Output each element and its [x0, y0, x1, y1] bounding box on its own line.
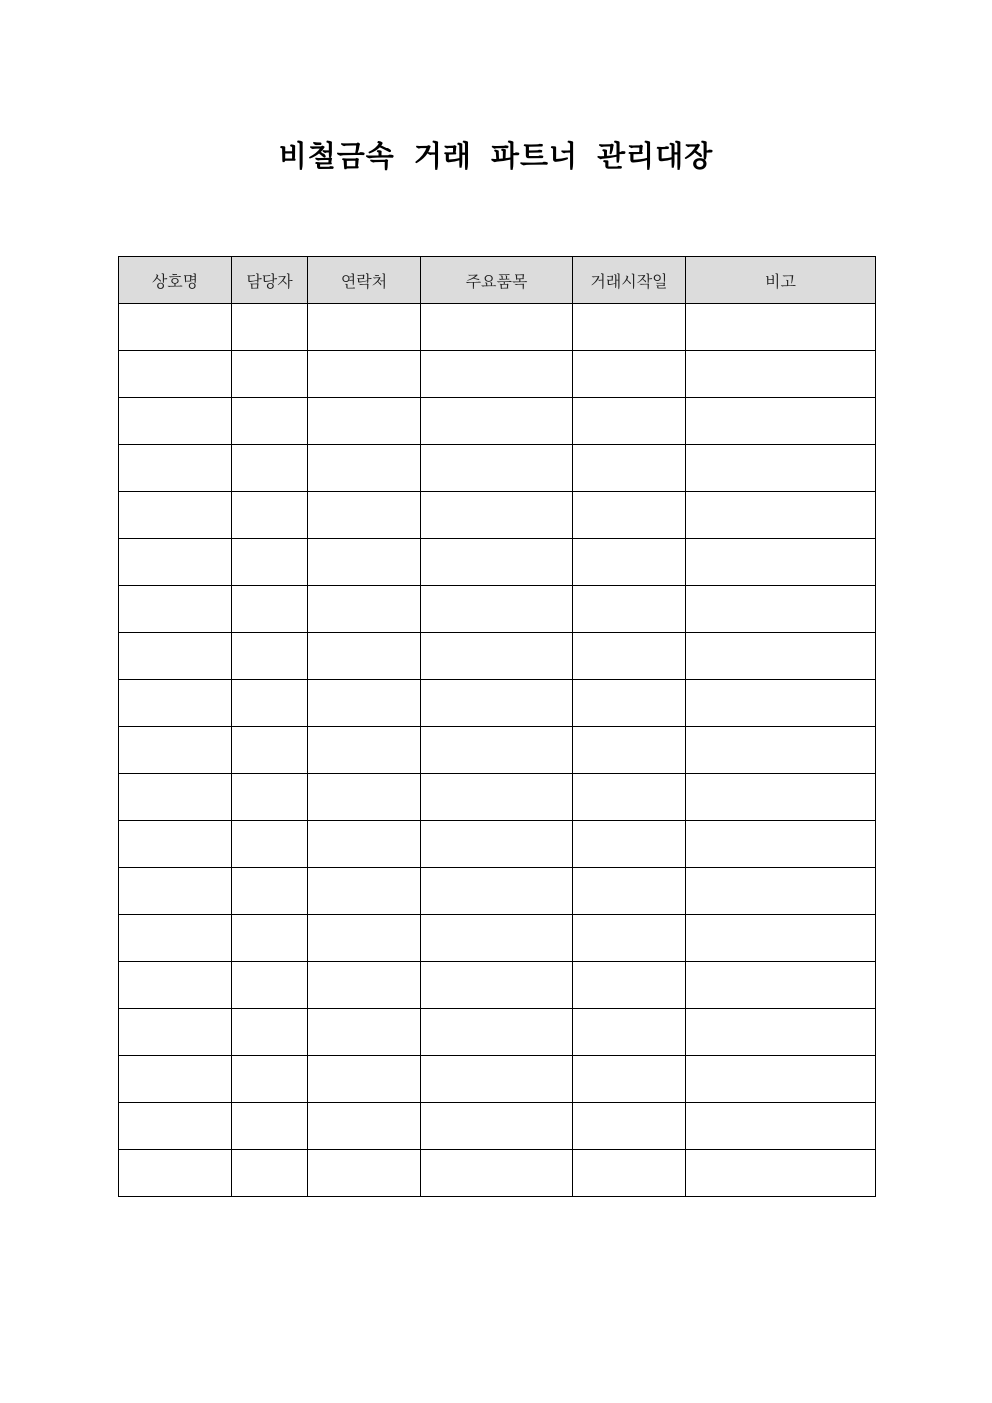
table-body: [119, 304, 876, 1197]
cell-company-name[interactable]: [119, 915, 232, 962]
cell-start-date[interactable]: [573, 680, 686, 727]
cell-main-items[interactable]: [421, 586, 573, 633]
cell-contact-person[interactable]: [232, 1009, 308, 1056]
cell-company-name[interactable]: [119, 1009, 232, 1056]
cell-contact-person[interactable]: [232, 821, 308, 868]
cell-company-name[interactable]: [119, 398, 232, 445]
cell-contact-person[interactable]: [232, 445, 308, 492]
cell-start-date[interactable]: [573, 774, 686, 821]
cell-phone[interactable]: [308, 351, 421, 398]
table-row: [119, 1009, 876, 1056]
cell-main-items[interactable]: [421, 633, 573, 680]
cell-main-items[interactable]: [421, 398, 573, 445]
column-header-remarks: 비고: [686, 257, 876, 304]
cell-remarks[interactable]: [686, 586, 876, 633]
cell-remarks[interactable]: [686, 680, 876, 727]
cell-main-items[interactable]: [421, 915, 573, 962]
column-header-start-date: 거래시작일: [573, 257, 686, 304]
cell-contact-person[interactable]: [232, 1103, 308, 1150]
cell-contact-person[interactable]: [232, 351, 308, 398]
cell-main-items[interactable]: [421, 727, 573, 774]
cell-company-name[interactable]: [119, 445, 232, 492]
cell-contact-person[interactable]: [232, 633, 308, 680]
cell-main-items[interactable]: [421, 1056, 573, 1103]
cell-main-items[interactable]: [421, 351, 573, 398]
cell-contact-person[interactable]: [232, 1056, 308, 1103]
cell-remarks[interactable]: [686, 774, 876, 821]
cell-main-items[interactable]: [421, 680, 573, 727]
table-row: [119, 492, 876, 539]
column-header-phone: 연락처: [308, 257, 421, 304]
cell-start-date[interactable]: [573, 492, 686, 539]
cell-main-items[interactable]: [421, 445, 573, 492]
cell-company-name[interactable]: [119, 962, 232, 1009]
cell-contact-person[interactable]: [232, 680, 308, 727]
cell-phone[interactable]: [308, 1009, 421, 1056]
cell-phone[interactable]: [308, 727, 421, 774]
cell-phone[interactable]: [308, 680, 421, 727]
table-row: [119, 1150, 876, 1197]
cell-company-name[interactable]: [119, 774, 232, 821]
table-row: [119, 445, 876, 492]
cell-remarks[interactable]: [686, 445, 876, 492]
cell-contact-person[interactable]: [232, 539, 308, 586]
cell-start-date[interactable]: [573, 915, 686, 962]
cell-contact-person[interactable]: [232, 492, 308, 539]
partner-ledger-table: [118, 256, 876, 1197]
page-title: 비철금속 거래 파트너 관리대장: [278, 139, 714, 173]
table-row: [119, 821, 876, 868]
cell-start-date[interactable]: [573, 1056, 686, 1103]
table-row: [119, 727, 876, 774]
cell-remarks[interactable]: [686, 398, 876, 445]
cell-company-name[interactable]: [119, 680, 232, 727]
cell-company-name[interactable]: [119, 586, 232, 633]
cell-phone[interactable]: [308, 398, 421, 445]
cell-contact-person[interactable]: [232, 398, 308, 445]
cell-phone[interactable]: [308, 1150, 421, 1197]
cell-phone[interactable]: [308, 774, 421, 821]
cell-remarks[interactable]: [686, 868, 876, 915]
cell-contact-person[interactable]: [232, 586, 308, 633]
cell-remarks[interactable]: [686, 821, 876, 868]
table-row: [119, 398, 876, 445]
table-row: [119, 539, 876, 586]
cell-start-date[interactable]: [573, 304, 686, 351]
cell-company-name[interactable]: [119, 821, 232, 868]
cell-start-date[interactable]: [573, 351, 686, 398]
cell-company-name[interactable]: [119, 539, 232, 586]
cell-remarks[interactable]: [686, 304, 876, 351]
table-row: [119, 304, 876, 351]
cell-main-items[interactable]: [421, 962, 573, 1009]
table-row: [119, 680, 876, 727]
cell-contact-person[interactable]: [232, 1150, 308, 1197]
column-header-contact-person: 담당자: [232, 257, 308, 304]
cell-phone[interactable]: [308, 868, 421, 915]
cell-remarks[interactable]: [686, 633, 876, 680]
table-header-row: [119, 257, 876, 304]
table-row: [119, 774, 876, 821]
cell-phone[interactable]: [308, 633, 421, 680]
cell-contact-person[interactable]: [232, 304, 308, 351]
cell-remarks[interactable]: [686, 962, 876, 1009]
cell-main-items[interactable]: [421, 821, 573, 868]
cell-main-items[interactable]: [421, 1009, 573, 1056]
cell-start-date[interactable]: [573, 727, 686, 774]
cell-remarks[interactable]: [686, 1009, 876, 1056]
cell-company-name[interactable]: [119, 1103, 232, 1150]
cell-start-date[interactable]: [573, 633, 686, 680]
cell-main-items[interactable]: [421, 1150, 573, 1197]
cell-main-items[interactable]: [421, 868, 573, 915]
cell-company-name[interactable]: [119, 492, 232, 539]
table-row: [119, 962, 876, 1009]
cell-company-name[interactable]: [119, 304, 232, 351]
cell-start-date[interactable]: [573, 398, 686, 445]
cell-contact-person[interactable]: [232, 727, 308, 774]
cell-phone[interactable]: [308, 539, 421, 586]
cell-main-items[interactable]: [421, 304, 573, 351]
table-row: [119, 1103, 876, 1150]
cell-remarks[interactable]: [686, 1150, 876, 1197]
cell-company-name[interactable]: [119, 1150, 232, 1197]
cell-start-date[interactable]: [573, 1009, 686, 1056]
column-header-main-items: 주요품목: [421, 257, 573, 304]
table-row: [119, 633, 876, 680]
cell-start-date[interactable]: [573, 1103, 686, 1150]
cell-remarks[interactable]: [686, 915, 876, 962]
cell-main-items[interactable]: [421, 1103, 573, 1150]
cell-main-items[interactable]: [421, 492, 573, 539]
cell-remarks[interactable]: [686, 539, 876, 586]
cell-remarks[interactable]: [686, 351, 876, 398]
cell-phone[interactable]: [308, 821, 421, 868]
table-row: [119, 586, 876, 633]
cell-phone[interactable]: [308, 492, 421, 539]
cell-contact-person[interactable]: [232, 962, 308, 1009]
cell-start-date[interactable]: [573, 821, 686, 868]
cell-contact-person[interactable]: [232, 915, 308, 962]
cell-start-date[interactable]: [573, 868, 686, 915]
cell-contact-person[interactable]: [232, 774, 308, 821]
table-row: [119, 1056, 876, 1103]
table-row: [119, 351, 876, 398]
cell-phone[interactable]: [308, 586, 421, 633]
cell-remarks[interactable]: [686, 492, 876, 539]
table-row: [119, 915, 876, 962]
cell-phone[interactable]: [308, 304, 421, 351]
cell-company-name[interactable]: [119, 727, 232, 774]
cell-start-date[interactable]: [573, 1150, 686, 1197]
cell-phone[interactable]: [308, 1056, 421, 1103]
cell-remarks[interactable]: [686, 1056, 876, 1103]
cell-start-date[interactable]: [573, 586, 686, 633]
cell-phone[interactable]: [308, 445, 421, 492]
cell-company-name[interactable]: [119, 868, 232, 915]
cell-company-name[interactable]: [119, 351, 232, 398]
column-header-company-name: 상호명: [119, 257, 232, 304]
cell-phone[interactable]: [308, 915, 421, 962]
cell-contact-person[interactable]: [232, 868, 308, 915]
cell-start-date[interactable]: [573, 962, 686, 1009]
table-row: [119, 868, 876, 915]
cell-main-items[interactable]: [421, 774, 573, 821]
cell-phone[interactable]: [308, 962, 421, 1009]
cell-phone[interactable]: [308, 1103, 421, 1150]
cell-remarks[interactable]: [686, 727, 876, 774]
cell-company-name[interactable]: [119, 633, 232, 680]
cell-start-date[interactable]: [573, 445, 686, 492]
cell-start-date[interactable]: [573, 539, 686, 586]
cell-main-items[interactable]: [421, 539, 573, 586]
cell-company-name[interactable]: [119, 1056, 232, 1103]
cell-remarks[interactable]: [686, 1103, 876, 1150]
